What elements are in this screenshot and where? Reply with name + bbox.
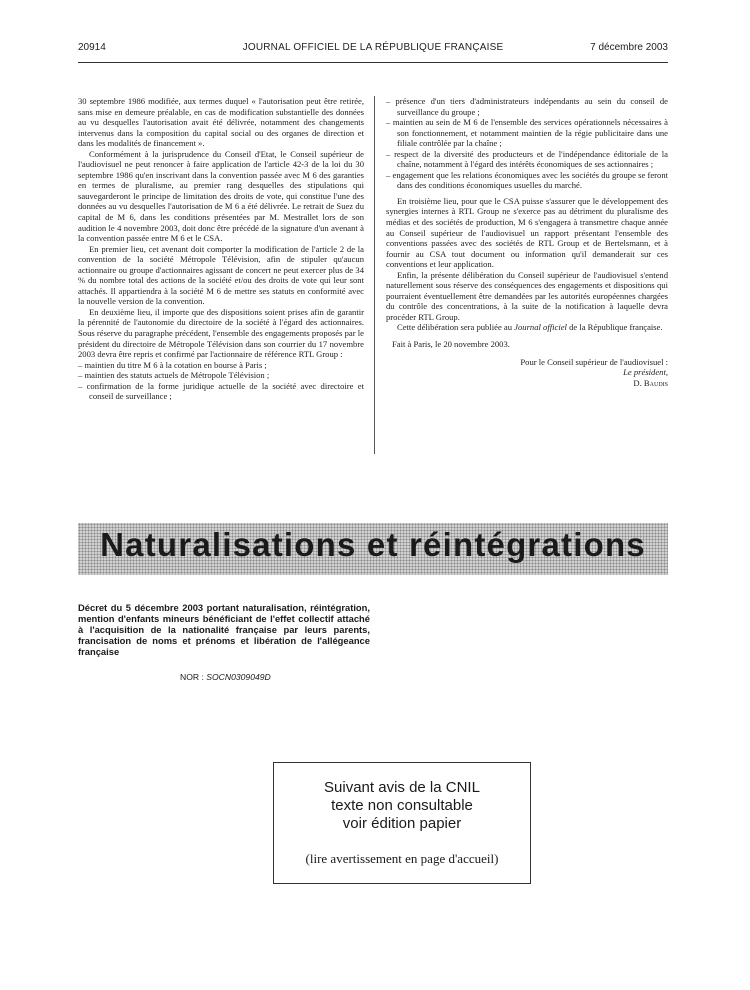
cnil-line: texte non consultable [331,797,473,814]
place-date: Fait à Paris, le 20 novembre 2003. [392,339,510,350]
publication-text: de la République française. [566,322,663,333]
cnil-line: Suivant avis de la CNIL [324,779,480,796]
issue-date: 7 décembre 2003 [590,42,668,53]
journal-name: Journal officiel [514,322,567,333]
nor-code: SOCN0309049D [206,672,271,682]
cnil-note: (lire avertissement en page d'accueil) [305,851,499,866]
list-item: – maintien au sein de M 6 de l'ensemble des services opérationnels nécessaires à son fonctionnement, et notamment maintien de la régie publicitaire dans une filiale contrôlée par la chaîne ; [386,117,668,149]
header-rule [78,62,668,63]
section-title: Naturalisations et réintégrations [100,526,646,563]
signature-authority: Pour le Conseil supérieur de l'audiovisuel : [520,356,668,367]
list-item: – engagement que les relations économiques avec les sociétés du groupe se feront dans des conditions économiques usuelles du marché. [386,170,668,191]
signature-block [386,357,668,389]
journal-title: JOURNAL OFFICIEL DE LA RÉPUBLIQUE FRANÇAISE [242,42,504,53]
publication-text: Cette délibération sera publiée au [397,322,515,333]
cnil-line: voir édition papier [342,815,462,832]
list-item: – présence d'un tiers d'administrateurs indépendants au sein du conseil de surveillance du groupe ; [386,96,668,117]
signature-surname: Baudis [643,378,668,389]
column-divider [374,96,375,454]
page-number: 20914 [78,42,106,53]
left-column [78,96,364,402]
list-item: – maintien du titre M 6 à la cotation en bourse à Paris ; [78,360,364,371]
section-banner [78,523,668,575]
list-item: – confirmation de la forme juridique actuelle de la société avec directoire et conseil de surveillance ; [78,381,364,402]
nor-label: NOR : [180,672,207,682]
signature-title: Le président, [623,367,668,378]
nor-reference [180,672,271,682]
signature-initial: D. [633,378,642,389]
decree-title: Décret du 5 décembre 2003 portant naturalisation, réintégration, mention d'enfants mineurs bénéficiant de l'effet collectif attaché à l'acquisition de la nationalité française par leurs parents, francisation de noms et prénoms et libération de l'allégeance française [78,602,370,657]
list-item: – respect de la diversité des producteurs et de l'indépendance éditoriale de la chaîne, notamment à l'égard des intérêts économiques de ses actionnaires ; [386,149,668,170]
cnil-notice-box [273,762,531,884]
paragraph: En troisième lieu, pour que le CSA puisse s'assurer que le développement des synergies internes à RTL Group ne s'exerce pas au détriment du pluralisme des médias et des sociétés de production, M 6 s'engagera à transmettre chaque année au Conseil supérieur de l'audiovisuel un rapport présentant l'ensemble des conventions passées avec des sociétés de RTL Group et de Bertelsmann, et à fournir au CSA tout document ou information qu'il demanderait sur ces conventions et leur application. [386,195,668,270]
paragraph: En deuxième lieu, il importe que des dispositions soient prises afin de garantir la pérennité de l'autonomie du directoire de la société à l'égard des actionnaires. Sous réserve du paragraphe précédent, l'ensemble des engagements proposés par le président du directoire de Métropole Télévision dans son courrier du 17 novembre 2003 devra être repris et confirmé par l'actionnaire de référence RTL Group : [78,306,364,360]
paragraph: Conformément à la jurisprudence du Conseil d'Etat, le Conseil supérieur de l'audiovisuel ne peut renoncer à faire application de l'article 42-3 de la loi du 30 septembre 1986 qu'en inscrivant dans la convention passée avec M 6 des garanties en termes de pluralisme, au premier rang desquelles des stipulations qui sauvegarderont le principe de limitation des droits de vote, qui constitue l'une des données au vu desquelles l'autorisation de M 6 a été délivrée. Le retrait de Suez du capital de M 6, dans les conditions présentées par M. Mestrallet lors de son audition le 4 novembre 2003, doit donc être précédé de la signature d'un avenant à la convention passée entre M 6 et le CSA. [78,148,364,244]
publication-paragraph [386,322,668,333]
page-header [78,42,668,56]
paragraph: 30 septembre 1986 modifiée, aux termes duquel « l'autorisation peut être retirée, sans mise en demeure préalable, en cas de modification substantielle des données au vu desquelles l'autorisation avait été délivrée, notamment des changements intervenus dans la composition du capital social ou des organes de direction et dans les modalités de financement ». [78,96,364,149]
paragraph: Enfin, la présente délibération du Conseil supérieur de l'audiovisuel s'entend naturellement sous réserve des conséquences des engagements et dispositions qui pourraient éventuellement être demandées par les autorités européennes chargées du contrôle des concentrations, à la suite de la notification à laquelle devra procéder RTL Group. [386,269,668,322]
right-column [386,96,668,389]
list-item: – maintien des statuts actuels de Métropole Télévision ; [78,370,364,381]
signature-name [386,378,668,389]
paragraph: En premier lieu, cet avenant doit comporter la modification de l'article 2 de la convention de la société Métropole Télévision, afin de stipuler qu'aucun actionnaire ou groupe d'actionnaires agissant de concert ne peut exercer plus de 34 % du nombre total des actions de la société et/ou des droits de vote qui leur sont attachés. Il appartiendra à la société M 6 de mettre ses statuts en conformité avec la nouvelle version de la convention. [78,243,364,307]
